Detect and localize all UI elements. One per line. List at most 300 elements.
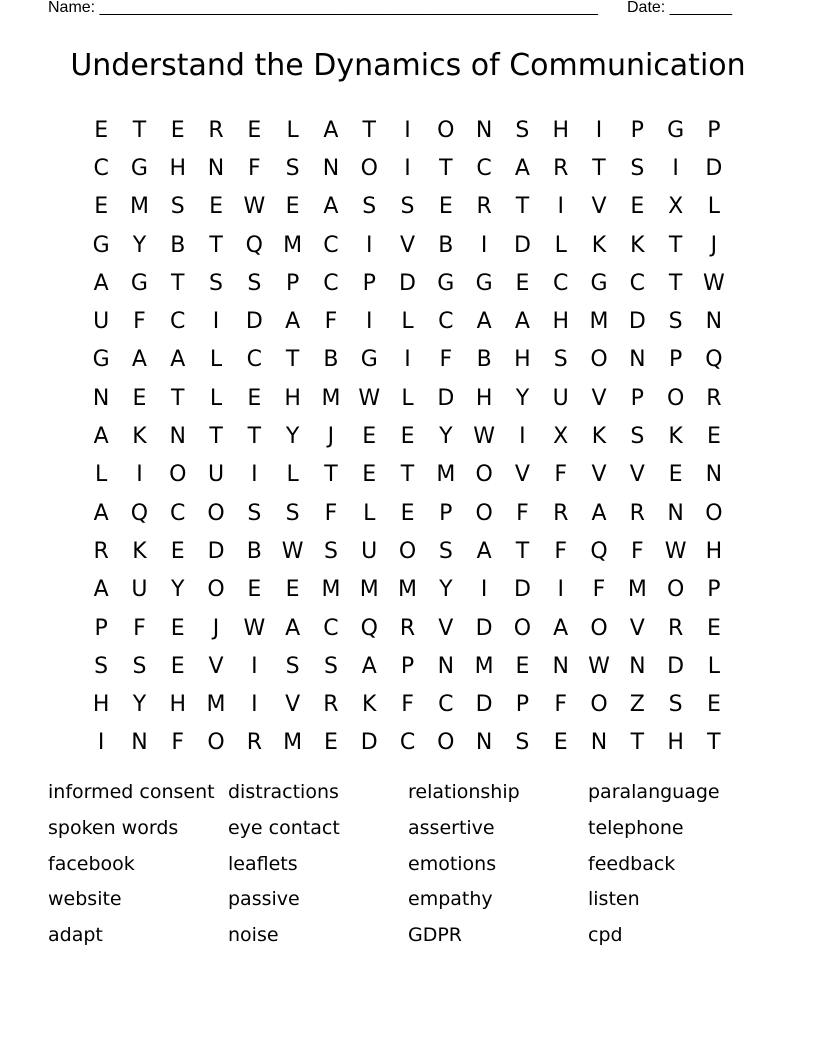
grid-letter[interactable]: D xyxy=(513,577,531,603)
grid-letter[interactable]: N xyxy=(552,653,569,679)
grid-letter[interactable]: F xyxy=(592,577,606,603)
grid-letter[interactable]: F xyxy=(324,500,338,526)
grid-letter[interactable]: T xyxy=(592,155,606,181)
grid-letter[interactable]: H xyxy=(169,155,187,181)
grid-letter[interactable]: A xyxy=(131,347,147,373)
grid-letter[interactable]: F xyxy=(401,692,414,718)
grid-letter[interactable]: E xyxy=(285,577,300,603)
grid-letter[interactable]: S xyxy=(668,309,683,335)
grid-letter[interactable]: A xyxy=(591,500,607,526)
grid-letter[interactable]: S xyxy=(438,538,453,564)
grid-letter[interactable]: Q xyxy=(245,232,263,258)
grid-letter[interactable]: T xyxy=(247,424,262,450)
grid-letter[interactable]: V xyxy=(285,692,301,718)
grid-letter[interactable]: E xyxy=(94,117,109,143)
grid-letter[interactable]: T xyxy=(324,462,338,488)
grid-letter[interactable]: P xyxy=(668,347,683,373)
grid-letter[interactable]: L xyxy=(401,309,414,335)
grid-letter[interactable]: H xyxy=(667,730,684,756)
grid-letter[interactable]: E xyxy=(706,424,721,450)
page-title: Understand the Dynamics of Communication xyxy=(70,48,746,83)
grid-letter[interactable]: S xyxy=(132,653,147,679)
grid-letter[interactable]: K xyxy=(132,424,147,450)
grid-letter[interactable]: G xyxy=(92,232,110,258)
grid-letter[interactable]: S xyxy=(247,500,262,526)
grid-letter[interactable]: M xyxy=(474,653,494,679)
grid-letter[interactable]: L xyxy=(286,462,299,488)
grid-letter[interactable]: L xyxy=(707,194,721,220)
grid-letter[interactable]: O xyxy=(207,577,225,603)
grid-letter[interactable]: I xyxy=(480,232,488,258)
grid-letter[interactable]: R xyxy=(246,730,262,756)
grid-letter[interactable]: O xyxy=(705,500,723,526)
grid-letter[interactable]: N xyxy=(207,155,225,181)
grid-letter[interactable]: V xyxy=(514,462,530,488)
grid-letter[interactable]: S xyxy=(323,653,338,679)
grid-letter[interactable]: U xyxy=(207,462,225,488)
grid-letter[interactable]: V xyxy=(591,385,607,411)
grid-letter[interactable]: I xyxy=(212,309,220,335)
grid-letter[interactable]: N xyxy=(475,730,493,756)
grid-letter[interactable]: C xyxy=(323,615,339,641)
grid-letter[interactable]: F xyxy=(554,538,568,564)
grid-letter[interactable]: P xyxy=(439,500,453,526)
grid-letter[interactable]: D xyxy=(513,232,531,258)
grid-letter[interactable]: U xyxy=(552,385,569,411)
grid-letter[interactable]: F xyxy=(516,500,529,526)
word-list xyxy=(48,778,768,957)
grid-letter[interactable]: F xyxy=(439,347,453,373)
grid-letter[interactable]: T xyxy=(515,538,530,564)
grid-letter[interactable]: O xyxy=(437,117,455,143)
grid-letter[interactable]: G xyxy=(92,347,110,373)
grid-letter[interactable]: R xyxy=(629,500,645,526)
word-list-item: GDPR xyxy=(408,924,463,947)
grid-letter[interactable]: A xyxy=(323,117,339,143)
grid-letter[interactable]: M xyxy=(206,692,226,718)
grid-letter[interactable]: V xyxy=(399,232,416,258)
grid-letter[interactable]: M xyxy=(398,577,418,603)
grid-letter[interactable]: S xyxy=(515,117,530,143)
grid-letter[interactable]: A xyxy=(170,347,186,373)
grid-letter[interactable]: O xyxy=(475,462,493,488)
grid-letter[interactable]: H xyxy=(705,538,723,564)
grid-letter[interactable]: D xyxy=(360,730,378,756)
grid-letter[interactable]: P xyxy=(94,615,108,641)
grid-letter[interactable]: T xyxy=(630,730,645,756)
grid-letter[interactable]: R xyxy=(208,117,224,143)
grid-letter[interactable]: T xyxy=(132,117,147,143)
grid-letter[interactable]: O xyxy=(513,615,532,641)
grid-letter[interactable]: Y xyxy=(171,577,185,603)
grid-letter[interactable]: L xyxy=(554,232,567,258)
grid-letter[interactable]: G xyxy=(130,155,148,181)
grid-letter[interactable]: N xyxy=(92,385,110,411)
grid-letter[interactable]: R xyxy=(323,692,339,718)
grid-letter[interactable]: E xyxy=(247,577,262,603)
grid-letter[interactable]: R xyxy=(476,194,492,220)
word-list-item: website xyxy=(48,888,122,911)
grid-letter[interactable]: V xyxy=(629,615,645,641)
grid-letter[interactable]: E xyxy=(94,194,109,220)
grid-letter[interactable]: F xyxy=(554,462,568,488)
grid-letter[interactable]: T xyxy=(439,155,453,181)
grid-letter[interactable]: G xyxy=(590,270,608,296)
grid-letter[interactable]: W xyxy=(703,270,725,296)
grid-letter[interactable]: T xyxy=(171,270,185,296)
grid-letter[interactable]: F xyxy=(554,692,568,718)
grid-letter[interactable]: E xyxy=(400,424,415,450)
grid-letter[interactable]: I xyxy=(251,692,258,718)
grid-letter[interactable]: C xyxy=(246,347,263,373)
grid-letter[interactable]: I xyxy=(251,653,258,679)
grid-letter[interactable]: O xyxy=(207,500,225,526)
word-list-item: passive xyxy=(228,888,300,911)
grid-letter[interactable]: H xyxy=(169,692,187,718)
grid-letter[interactable]: G xyxy=(475,270,493,296)
grid-letter[interactable]: Q xyxy=(705,347,723,373)
grid-letter[interactable]: J xyxy=(710,232,718,258)
grid-letter[interactable]: P xyxy=(707,117,721,143)
grid-letter[interactable]: R xyxy=(399,615,416,641)
grid-letter[interactable]: F xyxy=(133,309,146,335)
grid-letter[interactable]: T xyxy=(668,232,683,258)
grid-letter[interactable]: T xyxy=(707,730,721,756)
grid-letter[interactable]: H xyxy=(514,347,531,373)
grid-letter[interactable]: W xyxy=(243,615,266,641)
grid-letter[interactable]: T xyxy=(285,347,300,373)
grid-letter[interactable]: Y xyxy=(132,232,147,258)
grid-letter[interactable]: M xyxy=(321,385,341,411)
grid-letter[interactable]: N xyxy=(437,653,455,679)
grid-letter[interactable]: E xyxy=(170,117,185,143)
grid-letter[interactable]: F xyxy=(171,730,185,756)
grid-letter[interactable]: C xyxy=(438,309,454,335)
word-list-item: adapt xyxy=(48,924,103,947)
grid-letter[interactable]: N xyxy=(705,462,723,488)
grid-letter[interactable]: O xyxy=(169,462,187,488)
grid-letter[interactable]: E xyxy=(630,194,645,220)
grid-letter[interactable]: W xyxy=(664,538,687,564)
grid-letter[interactable]: K xyxy=(591,424,607,450)
grid-letter[interactable]: F xyxy=(248,155,261,181)
grid-letter[interactable]: D xyxy=(475,692,493,718)
grid-letter[interactable]: I xyxy=(519,424,526,450)
date-field[interactable]: Date: _______ xyxy=(627,0,732,16)
grid-letter[interactable]: F xyxy=(133,615,146,641)
grid-letter[interactable]: E xyxy=(706,692,721,718)
grid-letter[interactable]: L xyxy=(707,653,721,679)
grid-letter[interactable]: Y xyxy=(515,385,530,411)
word-list-item: assertive xyxy=(408,816,495,839)
grid-letter[interactable]: E xyxy=(362,462,377,488)
grid-letter[interactable]: E xyxy=(132,385,147,411)
grid-letter[interactable]: E xyxy=(209,194,223,220)
grid-letter[interactable]: S xyxy=(285,653,300,679)
grid-letter[interactable]: G xyxy=(360,347,378,373)
grid-letter[interactable]: Y xyxy=(439,424,453,450)
grid-letter[interactable]: O xyxy=(590,615,608,641)
grid-letter[interactable]: C xyxy=(438,692,454,718)
grid-letter[interactable]: L xyxy=(286,117,299,143)
grid-letter[interactable]: P xyxy=(362,270,376,296)
grid-letter[interactable]: A xyxy=(93,424,109,450)
grid-letter[interactable]: N xyxy=(590,730,608,756)
grid-letter[interactable]: W xyxy=(473,424,495,450)
grid-letter[interactable]: N xyxy=(169,424,186,450)
grid-letter[interactable]: P xyxy=(515,692,530,718)
grid-letter[interactable]: L xyxy=(209,385,223,411)
grid-letter[interactable]: S xyxy=(668,692,683,718)
grid-letter[interactable]: K xyxy=(668,424,683,450)
grid-letter[interactable]: L xyxy=(209,347,223,373)
grid-letter[interactable]: U xyxy=(93,309,110,335)
grid-letter[interactable]: A xyxy=(553,615,569,641)
grid-letter[interactable]: E xyxy=(247,117,262,143)
grid-letter[interactable]: X xyxy=(668,194,684,220)
grid-letter[interactable]: C xyxy=(476,155,492,181)
grid-letter[interactable]: T xyxy=(209,232,223,258)
grid-letter[interactable]: T xyxy=(515,194,530,220)
grid-letter[interactable]: W xyxy=(588,653,610,679)
grid-letter[interactable]: H xyxy=(552,117,569,143)
grid-letter[interactable]: N xyxy=(322,155,340,181)
grid-letter[interactable]: Z xyxy=(629,692,645,718)
grid-letter[interactable]: X xyxy=(553,424,569,450)
grid-letter[interactable]: M xyxy=(589,309,609,335)
grid-letter[interactable]: M xyxy=(283,232,303,258)
grid-letter[interactable]: C xyxy=(399,730,416,756)
letter-grid xyxy=(82,111,732,762)
grid-letter[interactable]: B xyxy=(246,538,262,564)
grid-letter[interactable]: A xyxy=(285,309,301,335)
grid-letter[interactable]: V xyxy=(591,194,607,220)
grid-letter[interactable]: R xyxy=(93,538,109,564)
grid-letter[interactable]: V xyxy=(591,462,607,488)
grid-letter[interactable]: E xyxy=(170,615,185,641)
grid-letter[interactable]: S xyxy=(515,730,530,756)
grid-letter[interactable]: H xyxy=(284,385,301,411)
grid-letter[interactable]: E xyxy=(706,615,721,641)
grid-letter[interactable]: S xyxy=(285,500,300,526)
grid-letter[interactable]: C xyxy=(553,270,569,296)
grid-letter[interactable]: I xyxy=(595,117,603,143)
grid-letter[interactable]: N xyxy=(629,653,646,679)
grid-letter[interactable]: M xyxy=(129,194,149,220)
grid-letter[interactable]: T xyxy=(362,117,376,143)
grid-letter[interactable]: E xyxy=(247,385,262,411)
grid-letter[interactable]: N xyxy=(131,730,148,756)
grid-letter[interactable]: C xyxy=(323,270,339,296)
grid-letter[interactable]: D xyxy=(628,309,646,335)
grid-letter[interactable]: E xyxy=(323,730,338,756)
grid-letter[interactable]: B xyxy=(323,347,339,373)
grid-letter[interactable]: E xyxy=(515,653,530,679)
grid-letter[interactable]: W xyxy=(281,538,304,564)
grid-letter[interactable]: D xyxy=(437,385,455,411)
grid-letter[interactable]: Y xyxy=(285,424,300,450)
grid-letter[interactable]: E xyxy=(400,500,415,526)
grid-letter[interactable]: A xyxy=(285,615,301,641)
grid-letter[interactable]: O xyxy=(475,500,493,526)
name-field[interactable]: Name: ________________________________________________________ xyxy=(48,0,598,16)
grid-letter[interactable]: S xyxy=(247,270,262,296)
grid-letter[interactable]: R xyxy=(553,500,569,526)
grid-letter[interactable]: M xyxy=(627,577,647,603)
grid-letter[interactable]: C xyxy=(629,270,645,296)
grid-letter[interactable]: N xyxy=(667,500,684,526)
grid-letter[interactable]: K xyxy=(362,692,377,718)
grid-letter[interactable]: W xyxy=(358,385,381,411)
grid-letter[interactable]: A xyxy=(361,653,377,679)
grid-letter[interactable]: A xyxy=(514,309,530,335)
grid-letter[interactable]: O xyxy=(360,155,378,181)
grid-letter[interactable]: P xyxy=(285,270,300,296)
grid-letter[interactable]: S xyxy=(170,194,185,220)
grid-letter[interactable]: T xyxy=(171,385,185,411)
grid-letter[interactable]: H xyxy=(475,385,493,411)
grid-letter[interactable]: W xyxy=(243,194,266,220)
grid-letter[interactable]: D xyxy=(207,538,225,564)
grid-letter[interactable]: P xyxy=(400,653,415,679)
grid-letter[interactable]: S xyxy=(209,270,224,296)
grid-letter[interactable]: A xyxy=(514,155,530,181)
grid-letter[interactable]: J xyxy=(327,424,335,450)
grid-letter[interactable]: D xyxy=(475,615,493,641)
grid-letter[interactable]: I xyxy=(251,462,258,488)
grid-letter[interactable]: G xyxy=(437,270,455,296)
grid-letter[interactable]: K xyxy=(132,538,147,564)
grid-letter[interactable]: A xyxy=(93,500,109,526)
grid-letter[interactable]: Y xyxy=(439,577,453,603)
grid-letter[interactable]: P xyxy=(630,385,644,411)
grid-letter[interactable]: E xyxy=(285,194,300,220)
grid-letter[interactable]: H xyxy=(92,692,110,718)
grid-letter[interactable]: Q xyxy=(360,615,378,641)
grid-letter[interactable]: L xyxy=(95,462,108,488)
grid-letter[interactable]: S xyxy=(553,347,568,373)
grid-letter[interactable]: T xyxy=(209,424,223,450)
grid-letter[interactable]: O xyxy=(666,385,685,411)
grid-letter[interactable]: I xyxy=(480,577,488,603)
grid-letter[interactable]: U xyxy=(361,538,378,564)
grid-letter[interactable]: O xyxy=(437,730,455,756)
grid-letter[interactable]: I xyxy=(557,194,564,220)
grid-letter[interactable]: E xyxy=(170,653,185,679)
grid-letter[interactable]: V xyxy=(438,615,454,641)
grid-letter[interactable]: O xyxy=(590,692,608,718)
grid-letter[interactable]: N xyxy=(475,117,493,143)
grid-letter[interactable]: E xyxy=(438,194,453,220)
grid-letter[interactable]: A xyxy=(93,577,109,603)
grid-letter[interactable]: R xyxy=(667,615,684,641)
grid-letter[interactable]: N xyxy=(629,347,646,373)
grid-letter[interactable]: V xyxy=(208,653,224,679)
word-list-item: informed consent xyxy=(48,781,215,803)
grid-letter[interactable]: B xyxy=(170,232,186,258)
grid-letter[interactable]: E xyxy=(362,424,377,450)
grid-letter[interactable]: C xyxy=(323,232,339,258)
grid-letter[interactable]: I xyxy=(672,155,679,181)
grid-letter[interactable]: Q xyxy=(130,500,149,526)
grid-letter[interactable]: S xyxy=(630,424,645,450)
grid-letter[interactable]: C xyxy=(93,155,109,181)
grid-letter[interactable]: N xyxy=(705,309,723,335)
grid-letter[interactable]: I xyxy=(557,577,564,603)
grid-letter[interactable]: I xyxy=(365,232,373,258)
grid-letter[interactable]: K xyxy=(591,232,607,258)
grid-letter[interactable]: O xyxy=(666,577,685,603)
grid-letter[interactable]: E xyxy=(668,462,683,488)
grid-letter[interactable]: P xyxy=(630,117,644,143)
grid-letter[interactable]: I xyxy=(404,117,411,143)
grid-letter[interactable]: I xyxy=(136,462,143,488)
grid-letter[interactable]: D xyxy=(245,309,263,335)
grid-letter[interactable]: O xyxy=(207,730,225,756)
grid-letter[interactable]: I xyxy=(404,155,411,181)
grid-letter[interactable]: G xyxy=(130,270,148,296)
grid-letter[interactable]: E xyxy=(170,538,185,564)
grid-letter[interactable]: A xyxy=(323,194,339,220)
grid-letter[interactable]: T xyxy=(668,270,683,296)
grid-letter[interactable]: A xyxy=(93,270,109,296)
grid-letter[interactable]: B xyxy=(438,232,454,258)
grid-letter[interactable]: O xyxy=(398,538,417,564)
grid-letter[interactable]: D xyxy=(399,270,416,296)
grid-letter[interactable]: V xyxy=(629,462,645,488)
grid-letter[interactable]: A xyxy=(476,538,492,564)
grid-letter[interactable]: C xyxy=(170,500,186,526)
grid-letter[interactable]: S xyxy=(323,538,338,564)
grid-letter[interactable]: R xyxy=(706,385,722,411)
grid-letter[interactable]: U xyxy=(131,577,148,603)
grid-letter[interactable]: Y xyxy=(132,692,147,718)
grid-letter[interactable]: M xyxy=(321,577,341,603)
grid-letter[interactable]: G xyxy=(667,117,685,143)
grid-letter[interactable]: B xyxy=(476,347,492,373)
grid-letter[interactable]: I xyxy=(404,347,411,373)
grid-letter[interactable]: A xyxy=(476,309,492,335)
grid-letter[interactable]: F xyxy=(324,309,338,335)
grid-letter[interactable]: P xyxy=(707,577,721,603)
grid-letter[interactable]: T xyxy=(400,462,415,488)
grid-letter[interactable]: I xyxy=(97,730,105,756)
grid-letter[interactable]: M xyxy=(359,577,379,603)
grid-letter[interactable]: L xyxy=(363,500,376,526)
grid-letter[interactable]: K xyxy=(630,232,645,258)
grid-letter[interactable]: I xyxy=(365,309,373,335)
grid-letter[interactable]: D xyxy=(705,155,723,181)
grid-letter[interactable]: S xyxy=(285,155,300,181)
grid-letter[interactable]: C xyxy=(170,309,186,335)
grid-letter[interactable]: M xyxy=(283,730,303,756)
grid-letter[interactable]: Q xyxy=(590,538,608,564)
grid-letter[interactable]: D xyxy=(667,653,685,679)
grid-letter[interactable]: F xyxy=(630,538,644,564)
grid-letter[interactable]: S xyxy=(362,194,377,220)
grid-letter[interactable]: R xyxy=(553,155,569,181)
grid-letter[interactable]: H xyxy=(552,309,569,335)
grid-letter[interactable]: L xyxy=(401,385,414,411)
grid-letter[interactable]: O xyxy=(590,347,608,373)
grid-letter[interactable]: S xyxy=(400,194,415,220)
grid-letter[interactable]: E xyxy=(553,730,568,756)
grid-letter[interactable]: S xyxy=(630,155,645,181)
grid-letter[interactable]: M xyxy=(436,462,456,488)
grid-letter[interactable]: E xyxy=(515,270,530,296)
grid-letter[interactable]: S xyxy=(94,653,109,679)
grid-letter[interactable]: J xyxy=(212,615,220,641)
